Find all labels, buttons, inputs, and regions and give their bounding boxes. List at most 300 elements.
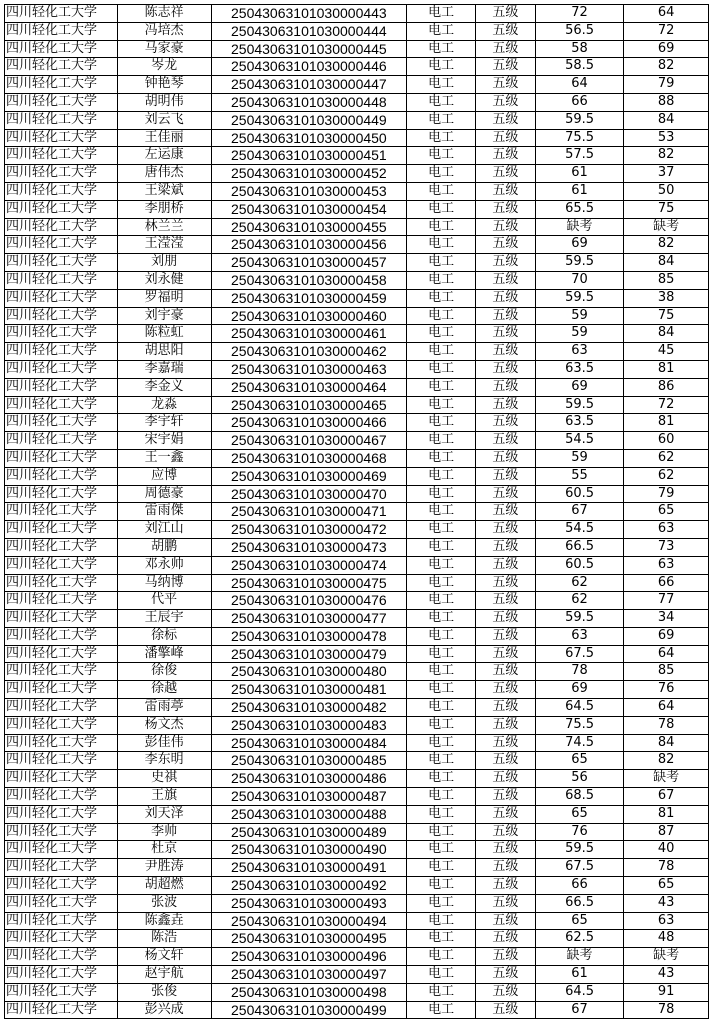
practical-score-cell: 72 bbox=[624, 396, 709, 414]
school-cell: 四川轻化工大学 bbox=[5, 129, 118, 147]
table-row bbox=[5, 325, 709, 343]
practical-score-cell: 53 bbox=[624, 129, 709, 147]
theory-score-cell: 78 bbox=[535, 663, 624, 681]
level-cell: 五级 bbox=[475, 289, 535, 307]
name-cell: 张波 bbox=[117, 894, 211, 912]
ticket-number-cell: 25043063101030000472 bbox=[211, 521, 407, 539]
occupation-cell: 电工 bbox=[407, 236, 476, 254]
ticket-number-cell: 25043063101030000499 bbox=[211, 1001, 407, 1019]
theory-score-cell: 69 bbox=[535, 681, 624, 699]
occupation-cell: 电工 bbox=[407, 734, 476, 752]
school-cell: 四川轻化工大学 bbox=[5, 432, 118, 450]
practical-score-cell: 63 bbox=[624, 556, 709, 574]
theory-score-cell: 67 bbox=[535, 1001, 624, 1019]
theory-score-cell: 59 bbox=[535, 325, 624, 343]
theory-score-cell: 60.5 bbox=[535, 485, 624, 503]
practical-score-cell: 63 bbox=[624, 912, 709, 930]
table-row bbox=[5, 734, 709, 752]
ticket-number-cell: 25043063101030000467 bbox=[211, 432, 407, 450]
name-cell: 胡思阳 bbox=[117, 343, 211, 361]
ticket-number-cell: 25043063101030000474 bbox=[211, 556, 407, 574]
table-row bbox=[5, 414, 709, 432]
practical-score-cell: 76 bbox=[624, 681, 709, 699]
school-cell: 四川轻化工大学 bbox=[5, 22, 118, 40]
school-cell: 四川轻化工大学 bbox=[5, 681, 118, 699]
level-cell: 五级 bbox=[475, 983, 535, 1001]
ticket-number-cell: 25043063101030000458 bbox=[211, 271, 407, 289]
ticket-number-cell: 25043063101030000452 bbox=[211, 165, 407, 183]
occupation-cell: 电工 bbox=[407, 165, 476, 183]
theory-score-cell: 64.5 bbox=[535, 699, 624, 717]
occupation-cell: 电工 bbox=[407, 218, 476, 236]
table-row bbox=[5, 788, 709, 806]
practical-score-cell: 91 bbox=[624, 983, 709, 1001]
table-row bbox=[5, 254, 709, 272]
name-cell: 李金义 bbox=[117, 378, 211, 396]
theory-score-cell: 64.5 bbox=[535, 983, 624, 1001]
school-cell: 四川轻化工大学 bbox=[5, 147, 118, 165]
name-cell: 周德豪 bbox=[117, 485, 211, 503]
theory-score-cell: 65 bbox=[535, 805, 624, 823]
practical-score-cell: 79 bbox=[624, 76, 709, 94]
level-cell: 五级 bbox=[475, 129, 535, 147]
practical-score-cell: 67 bbox=[624, 788, 709, 806]
table-row bbox=[5, 556, 709, 574]
occupation-cell: 电工 bbox=[407, 877, 476, 895]
ticket-number-cell: 25043063101030000470 bbox=[211, 485, 407, 503]
table-row bbox=[5, 182, 709, 200]
table-row bbox=[5, 770, 709, 788]
ticket-number-cell: 25043063101030000495 bbox=[211, 930, 407, 948]
table-row bbox=[5, 610, 709, 628]
occupation-cell: 电工 bbox=[407, 289, 476, 307]
name-cell: 应博 bbox=[117, 467, 211, 485]
practical-score-cell: 73 bbox=[624, 538, 709, 556]
name-cell: 陈鑫垚 bbox=[117, 912, 211, 930]
school-cell: 四川轻化工大学 bbox=[5, 716, 118, 734]
occupation-cell: 电工 bbox=[407, 40, 476, 58]
occupation-cell: 电工 bbox=[407, 449, 476, 467]
occupation-cell: 电工 bbox=[407, 360, 476, 378]
level-cell: 五级 bbox=[475, 912, 535, 930]
name-cell: 李东明 bbox=[117, 752, 211, 770]
occupation-cell: 电工 bbox=[407, 414, 476, 432]
name-cell: 李朋桥 bbox=[117, 200, 211, 218]
occupation-cell: 电工 bbox=[407, 307, 476, 325]
practical-score-cell: 82 bbox=[624, 58, 709, 76]
practical-score-cell: 64 bbox=[624, 645, 709, 663]
occupation-cell: 电工 bbox=[407, 5, 476, 23]
practical-score-cell: 84 bbox=[624, 325, 709, 343]
occupation-cell: 电工 bbox=[407, 271, 476, 289]
practical-score-cell: 34 bbox=[624, 610, 709, 628]
occupation-cell: 电工 bbox=[407, 592, 476, 610]
level-cell: 五级 bbox=[475, 538, 535, 556]
school-cell: 四川轻化工大学 bbox=[5, 966, 118, 984]
table-row bbox=[5, 432, 709, 450]
name-cell: 刘江山 bbox=[117, 521, 211, 539]
level-cell: 五级 bbox=[475, 966, 535, 984]
theory-score-cell: 59.5 bbox=[535, 289, 624, 307]
level-cell: 五级 bbox=[475, 841, 535, 859]
name-cell: 王旗 bbox=[117, 788, 211, 806]
ticket-number-cell: 25043063101030000483 bbox=[211, 716, 407, 734]
theory-score-cell: 65.5 bbox=[535, 200, 624, 218]
level-cell: 五级 bbox=[475, 859, 535, 877]
practical-score-cell: 63 bbox=[624, 521, 709, 539]
name-cell: 李宇轩 bbox=[117, 414, 211, 432]
level-cell: 五级 bbox=[475, 343, 535, 361]
name-cell: 徐越 bbox=[117, 681, 211, 699]
name-cell: 史祺 bbox=[117, 770, 211, 788]
school-cell: 四川轻化工大学 bbox=[5, 76, 118, 94]
ticket-number-cell: 25043063101030000491 bbox=[211, 859, 407, 877]
occupation-cell: 电工 bbox=[407, 805, 476, 823]
school-cell: 四川轻化工大学 bbox=[5, 805, 118, 823]
school-cell: 四川轻化工大学 bbox=[5, 360, 118, 378]
level-cell: 五级 bbox=[475, 645, 535, 663]
level-cell: 五级 bbox=[475, 877, 535, 895]
practical-score-cell: 64 bbox=[624, 5, 709, 23]
name-cell: 宋宇娟 bbox=[117, 432, 211, 450]
school-cell: 四川轻化工大学 bbox=[5, 556, 118, 574]
school-cell: 四川轻化工大学 bbox=[5, 111, 118, 129]
level-cell: 五级 bbox=[475, 894, 535, 912]
practical-score-cell: 82 bbox=[624, 236, 709, 254]
name-cell: 陈粒虹 bbox=[117, 325, 211, 343]
name-cell: 王佳丽 bbox=[117, 129, 211, 147]
practical-score-cell: 37 bbox=[624, 165, 709, 183]
level-cell: 五级 bbox=[475, 930, 535, 948]
level-cell: 五级 bbox=[475, 716, 535, 734]
occupation-cell: 电工 bbox=[407, 485, 476, 503]
name-cell: 陈志祥 bbox=[117, 5, 211, 23]
practical-score-cell: 88 bbox=[624, 93, 709, 111]
practical-score-cell: 45 bbox=[624, 343, 709, 361]
name-cell: 刘永健 bbox=[117, 271, 211, 289]
theory-score-cell: 59.5 bbox=[535, 610, 624, 628]
table-row bbox=[5, 805, 709, 823]
theory-score-cell: 63.5 bbox=[535, 360, 624, 378]
ticket-number-cell: 25043063101030000496 bbox=[211, 948, 407, 966]
table-row bbox=[5, 218, 709, 236]
level-cell: 五级 bbox=[475, 325, 535, 343]
table-row bbox=[5, 752, 709, 770]
school-cell: 四川轻化工大学 bbox=[5, 485, 118, 503]
ticket-number-cell: 25043063101030000445 bbox=[211, 40, 407, 58]
occupation-cell: 电工 bbox=[407, 912, 476, 930]
name-cell: 刘云飞 bbox=[117, 111, 211, 129]
theory-score-cell: 55 bbox=[535, 467, 624, 485]
school-cell: 四川轻化工大学 bbox=[5, 788, 118, 806]
ticket-number-cell: 25043063101030000457 bbox=[211, 254, 407, 272]
level-cell: 五级 bbox=[475, 823, 535, 841]
occupation-cell: 电工 bbox=[407, 681, 476, 699]
level-cell: 五级 bbox=[475, 236, 535, 254]
school-cell: 四川轻化工大学 bbox=[5, 574, 118, 592]
ticket-number-cell: 25043063101030000468 bbox=[211, 449, 407, 467]
occupation-cell: 电工 bbox=[407, 1001, 476, 1019]
ticket-number-cell: 25043063101030000493 bbox=[211, 894, 407, 912]
occupation-cell: 电工 bbox=[407, 948, 476, 966]
practical-score-cell: 缺考 bbox=[624, 218, 709, 236]
school-cell: 四川轻化工大学 bbox=[5, 343, 118, 361]
school-cell: 四川轻化工大学 bbox=[5, 289, 118, 307]
ticket-number-cell: 25043063101030000494 bbox=[211, 912, 407, 930]
level-cell: 五级 bbox=[475, 699, 535, 717]
table-row bbox=[5, 271, 709, 289]
ticket-number-cell: 25043063101030000444 bbox=[211, 22, 407, 40]
practical-score-cell: 38 bbox=[624, 289, 709, 307]
ticket-number-cell: 25043063101030000478 bbox=[211, 627, 407, 645]
theory-score-cell: 72 bbox=[535, 5, 624, 23]
level-cell: 五级 bbox=[475, 93, 535, 111]
school-cell: 四川轻化工大学 bbox=[5, 627, 118, 645]
name-cell: 林兰兰 bbox=[117, 218, 211, 236]
school-cell: 四川轻化工大学 bbox=[5, 645, 118, 663]
name-cell: 龙淼 bbox=[117, 396, 211, 414]
occupation-cell: 电工 bbox=[407, 538, 476, 556]
name-cell: 彭兴成 bbox=[117, 1001, 211, 1019]
practical-score-cell: 40 bbox=[624, 841, 709, 859]
level-cell: 五级 bbox=[475, 182, 535, 200]
school-cell: 四川轻化工大学 bbox=[5, 5, 118, 23]
practical-score-cell: 81 bbox=[624, 414, 709, 432]
ticket-number-cell: 25043063101030000461 bbox=[211, 325, 407, 343]
name-cell: 胡超燃 bbox=[117, 877, 211, 895]
table-row bbox=[5, 343, 709, 361]
practical-score-cell: 78 bbox=[624, 1001, 709, 1019]
name-cell: 张俊 bbox=[117, 983, 211, 1001]
ticket-number-cell: 25043063101030000443 bbox=[211, 5, 407, 23]
ticket-number-cell: 25043063101030000473 bbox=[211, 538, 407, 556]
table-row bbox=[5, 663, 709, 681]
theory-score-cell: 66 bbox=[535, 93, 624, 111]
name-cell: 杨文轩 bbox=[117, 948, 211, 966]
occupation-cell: 电工 bbox=[407, 147, 476, 165]
school-cell: 四川轻化工大学 bbox=[5, 663, 118, 681]
name-cell: 尹胜涛 bbox=[117, 859, 211, 877]
theory-score-cell: 58.5 bbox=[535, 58, 624, 76]
table-row bbox=[5, 823, 709, 841]
occupation-cell: 电工 bbox=[407, 503, 476, 521]
ticket-number-cell: 25043063101030000447 bbox=[211, 76, 407, 94]
level-cell: 五级 bbox=[475, 165, 535, 183]
theory-score-cell: 58 bbox=[535, 40, 624, 58]
ticket-number-cell: 25043063101030000454 bbox=[211, 200, 407, 218]
school-cell: 四川轻化工大学 bbox=[5, 1001, 118, 1019]
school-cell: 四川轻化工大学 bbox=[5, 93, 118, 111]
occupation-cell: 电工 bbox=[407, 627, 476, 645]
practical-score-cell: 85 bbox=[624, 271, 709, 289]
level-cell: 五级 bbox=[475, 770, 535, 788]
school-cell: 四川轻化工大学 bbox=[5, 877, 118, 895]
practical-score-cell: 60 bbox=[624, 432, 709, 450]
table-row bbox=[5, 503, 709, 521]
school-cell: 四川轻化工大学 bbox=[5, 521, 118, 539]
theory-score-cell: 70 bbox=[535, 271, 624, 289]
name-cell: 陈浩 bbox=[117, 930, 211, 948]
ticket-number-cell: 25043063101030000449 bbox=[211, 111, 407, 129]
level-cell: 五级 bbox=[475, 58, 535, 76]
table-row bbox=[5, 699, 709, 717]
ticket-number-cell: 25043063101030000448 bbox=[211, 93, 407, 111]
practical-score-cell: 85 bbox=[624, 663, 709, 681]
level-cell: 五级 bbox=[475, 5, 535, 23]
name-cell: 杜京 bbox=[117, 841, 211, 859]
school-cell: 四川轻化工大学 bbox=[5, 254, 118, 272]
occupation-cell: 电工 bbox=[407, 699, 476, 717]
practical-score-cell: 84 bbox=[624, 111, 709, 129]
occupation-cell: 电工 bbox=[407, 58, 476, 76]
school-cell: 四川轻化工大学 bbox=[5, 467, 118, 485]
theory-score-cell: 67.5 bbox=[535, 859, 624, 877]
level-cell: 五级 bbox=[475, 663, 535, 681]
practical-score-cell: 78 bbox=[624, 716, 709, 734]
theory-score-cell: 59.5 bbox=[535, 841, 624, 859]
level-cell: 五级 bbox=[475, 574, 535, 592]
theory-score-cell: 59 bbox=[535, 307, 624, 325]
level-cell: 五级 bbox=[475, 521, 535, 539]
practical-score-cell: 62 bbox=[624, 467, 709, 485]
level-cell: 五级 bbox=[475, 948, 535, 966]
occupation-cell: 电工 bbox=[407, 841, 476, 859]
ticket-number-cell: 25043063101030000475 bbox=[211, 574, 407, 592]
level-cell: 五级 bbox=[475, 218, 535, 236]
table-row bbox=[5, 716, 709, 734]
theory-score-cell: 66 bbox=[535, 877, 624, 895]
theory-score-cell: 69 bbox=[535, 378, 624, 396]
ticket-number-cell: 25043063101030000482 bbox=[211, 699, 407, 717]
school-cell: 四川轻化工大学 bbox=[5, 823, 118, 841]
name-cell: 钟艳琴 bbox=[117, 76, 211, 94]
name-cell: 潘擎峰 bbox=[117, 645, 211, 663]
theory-score-cell: 64 bbox=[535, 76, 624, 94]
table-row bbox=[5, 948, 709, 966]
table-row bbox=[5, 378, 709, 396]
school-cell: 四川轻化工大学 bbox=[5, 218, 118, 236]
name-cell: 李帅 bbox=[117, 823, 211, 841]
occupation-cell: 电工 bbox=[407, 930, 476, 948]
occupation-cell: 电工 bbox=[407, 129, 476, 147]
theory-score-cell: 69 bbox=[535, 236, 624, 254]
name-cell: 彭佳伟 bbox=[117, 734, 211, 752]
level-cell: 五级 bbox=[475, 627, 535, 645]
practical-score-cell: 缺考 bbox=[624, 770, 709, 788]
level-cell: 五级 bbox=[475, 467, 535, 485]
name-cell: 刘朋 bbox=[117, 254, 211, 272]
practical-score-cell: 69 bbox=[624, 627, 709, 645]
name-cell: 胡明伟 bbox=[117, 93, 211, 111]
level-cell: 五级 bbox=[475, 734, 535, 752]
practical-score-cell: 86 bbox=[624, 378, 709, 396]
theory-score-cell: 缺考 bbox=[535, 948, 624, 966]
practical-score-cell: 84 bbox=[624, 254, 709, 272]
name-cell: 王梁斌 bbox=[117, 182, 211, 200]
table-row bbox=[5, 289, 709, 307]
occupation-cell: 电工 bbox=[407, 254, 476, 272]
occupation-cell: 电工 bbox=[407, 182, 476, 200]
table-row bbox=[5, 111, 709, 129]
level-cell: 五级 bbox=[475, 271, 535, 289]
practical-score-cell: 84 bbox=[624, 734, 709, 752]
theory-score-cell: 62.5 bbox=[535, 930, 624, 948]
ticket-number-cell: 25043063101030000451 bbox=[211, 147, 407, 165]
practical-score-cell: 81 bbox=[624, 805, 709, 823]
level-cell: 五级 bbox=[475, 556, 535, 574]
school-cell: 四川轻化工大学 bbox=[5, 449, 118, 467]
practical-score-cell: 66 bbox=[624, 574, 709, 592]
practical-score-cell: 43 bbox=[624, 894, 709, 912]
theory-score-cell: 59.5 bbox=[535, 111, 624, 129]
occupation-cell: 电工 bbox=[407, 325, 476, 343]
score-table bbox=[4, 4, 709, 1019]
ticket-number-cell: 25043063101030000498 bbox=[211, 983, 407, 1001]
practical-score-cell: 65 bbox=[624, 503, 709, 521]
name-cell: 左运康 bbox=[117, 147, 211, 165]
level-cell: 五级 bbox=[475, 805, 535, 823]
name-cell: 刘宇豪 bbox=[117, 307, 211, 325]
ticket-number-cell: 25043063101030000490 bbox=[211, 841, 407, 859]
table-row bbox=[5, 396, 709, 414]
theory-score-cell: 60.5 bbox=[535, 556, 624, 574]
school-cell: 四川轻化工大学 bbox=[5, 200, 118, 218]
table-row bbox=[5, 485, 709, 503]
table-row bbox=[5, 966, 709, 984]
school-cell: 四川轻化工大学 bbox=[5, 930, 118, 948]
ticket-number-cell: 25043063101030000485 bbox=[211, 752, 407, 770]
occupation-cell: 电工 bbox=[407, 859, 476, 877]
occupation-cell: 电工 bbox=[407, 76, 476, 94]
occupation-cell: 电工 bbox=[407, 823, 476, 841]
school-cell: 四川轻化工大学 bbox=[5, 894, 118, 912]
practical-score-cell: 81 bbox=[624, 360, 709, 378]
level-cell: 五级 bbox=[475, 414, 535, 432]
theory-score-cell: 63 bbox=[535, 627, 624, 645]
level-cell: 五级 bbox=[475, 788, 535, 806]
theory-score-cell: 67.5 bbox=[535, 645, 624, 663]
level-cell: 五级 bbox=[475, 111, 535, 129]
practical-score-cell: 64 bbox=[624, 699, 709, 717]
occupation-cell: 电工 bbox=[407, 111, 476, 129]
school-cell: 四川轻化工大学 bbox=[5, 503, 118, 521]
theory-score-cell: 54.5 bbox=[535, 521, 624, 539]
theory-score-cell: 63.5 bbox=[535, 414, 624, 432]
table-row bbox=[5, 200, 709, 218]
occupation-cell: 电工 bbox=[407, 343, 476, 361]
school-cell: 四川轻化工大学 bbox=[5, 948, 118, 966]
ticket-number-cell: 25043063101030000492 bbox=[211, 877, 407, 895]
name-cell: 马纳博 bbox=[117, 574, 211, 592]
practical-score-cell: 82 bbox=[624, 147, 709, 165]
practical-score-cell: 62 bbox=[624, 449, 709, 467]
school-cell: 四川轻化工大学 bbox=[5, 165, 118, 183]
ticket-number-cell: 25043063101030000476 bbox=[211, 592, 407, 610]
occupation-cell: 电工 bbox=[407, 752, 476, 770]
occupation-cell: 电工 bbox=[407, 200, 476, 218]
theory-score-cell: 65 bbox=[535, 912, 624, 930]
school-cell: 四川轻化工大学 bbox=[5, 734, 118, 752]
ticket-number-cell: 25043063101030000489 bbox=[211, 823, 407, 841]
theory-score-cell: 61 bbox=[535, 165, 624, 183]
practical-score-cell: 48 bbox=[624, 930, 709, 948]
table-row bbox=[5, 93, 709, 111]
practical-score-cell: 78 bbox=[624, 859, 709, 877]
table-row bbox=[5, 5, 709, 23]
practical-score-cell: 72 bbox=[624, 22, 709, 40]
occupation-cell: 电工 bbox=[407, 610, 476, 628]
practical-score-cell: 75 bbox=[624, 307, 709, 325]
